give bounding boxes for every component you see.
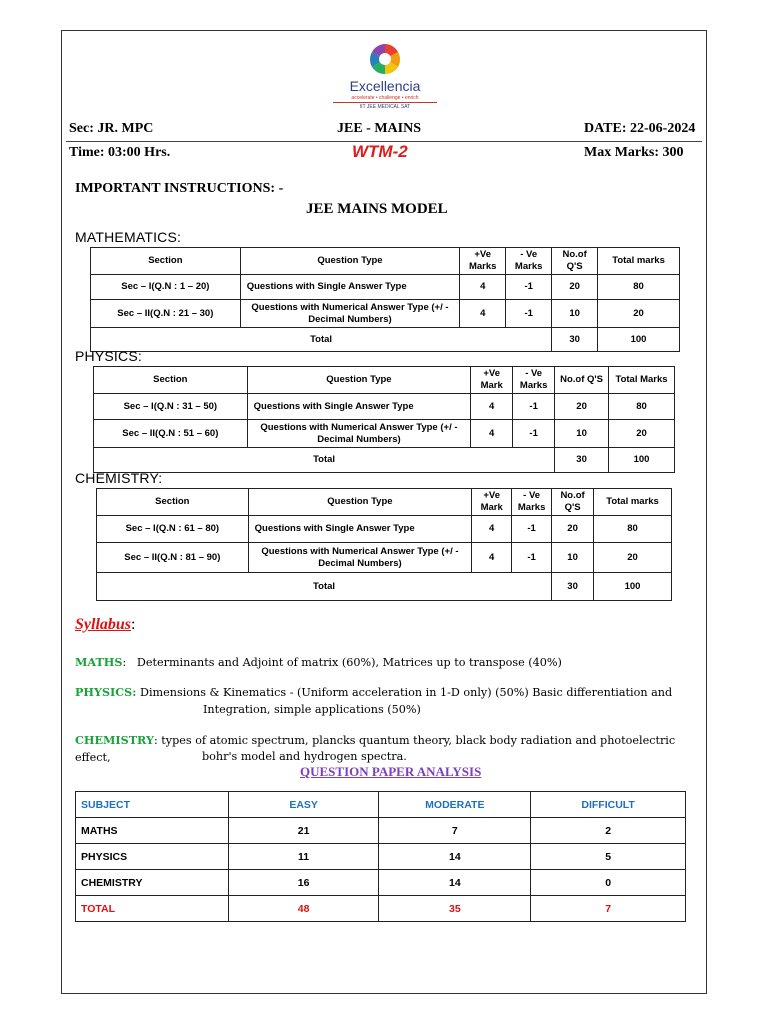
qtype-cell: Questions with Single Answer Type <box>248 516 472 543</box>
header-cell: Section <box>91 248 241 275</box>
total-cell: 100 <box>598 328 680 352</box>
header-cell: Total marks <box>594 489 672 516</box>
total-cell: 80 <box>609 394 675 420</box>
table-row <box>76 818 686 844</box>
mathematics-title: MATHEMATICS: <box>75 229 182 245</box>
section-cell: Sec – I(Q.N : 1 – 20) <box>91 275 241 300</box>
chemistry-key: CHEMISTRY <box>75 733 154 747</box>
subject-cell: PHYSICS <box>76 844 229 870</box>
subject-cell: CHEMISTRY <box>76 870 229 896</box>
max-marks-label: Max Marks: 300 <box>584 145 684 160</box>
logo-subline: IIT JEE MEDICAL SAT <box>333 102 437 110</box>
syllabus-physics <box>75 684 700 701</box>
table-total-row <box>76 896 686 922</box>
chemistry-title: CHEMISTRY: <box>75 470 163 486</box>
table-row <box>94 420 675 448</box>
table-row <box>97 516 672 543</box>
section-cell: Sec – II(Q.N : 21 – 30) <box>91 300 241 328</box>
physics-table <box>93 366 675 473</box>
table-row <box>76 844 686 870</box>
table-row <box>94 394 675 420</box>
qtype-cell: Questions with Numerical Answer Type (+/ - Decimal Numbers) <box>247 420 471 448</box>
header-cell: No.of Q'S <box>552 248 598 275</box>
table-header-row <box>76 792 686 818</box>
qtype-cell: Questions with Numerical Answer Type (+/ - Decimal Numbers) <box>248 543 472 573</box>
moderate-cell: 35 <box>379 896 531 922</box>
analysis-title: QUESTION PAPER ANALYSIS <box>300 764 482 779</box>
total-label-cell: Total <box>94 448 555 473</box>
physics-text-2: Integration, simple applications (50%) <box>203 703 421 716</box>
header-cell: Total Marks <box>609 367 675 394</box>
pos-cell: 4 <box>472 516 512 543</box>
noq-cell: 30 <box>552 328 598 352</box>
physics-text-1: Dimensions & Kinematics - (Uniform acceleration in 1-D only) (50%) Basic differentiation and <box>139 686 673 699</box>
section-label: Sec: JR. MPC <box>69 121 154 136</box>
neg-cell: -1 <box>506 300 552 328</box>
table-total-row <box>91 328 680 352</box>
difficult-cell: 2 <box>531 818 686 844</box>
header-cell: Question Type <box>240 248 460 275</box>
difficult-cell: 7 <box>531 896 686 922</box>
neg-cell: -1 <box>513 420 555 448</box>
pos-cell: 4 <box>460 300 506 328</box>
neg-cell: -1 <box>506 275 552 300</box>
table-row <box>91 300 680 328</box>
easy-cell: 21 <box>228 818 379 844</box>
moderate-cell: 14 <box>379 870 531 896</box>
header-cell: Total marks <box>598 248 680 275</box>
subject-cell: TOTAL <box>76 896 229 922</box>
header-cell: No.of Q'S <box>555 367 609 394</box>
table-total-row <box>97 573 672 601</box>
total-cell: 80 <box>598 275 680 300</box>
subject-cell: MATHS <box>76 818 229 844</box>
pos-cell: 4 <box>471 394 513 420</box>
excellencia-logo <box>333 40 437 110</box>
moderate-cell: 14 <box>379 844 531 870</box>
table-header-row <box>91 248 680 275</box>
total-label-cell: Total <box>91 328 552 352</box>
section-cell: Sec – I(Q.N : 31 – 50) <box>94 394 248 420</box>
header-cell: DIFFICULT <box>531 792 686 818</box>
mathematics-table <box>90 247 680 352</box>
table-row <box>91 275 680 300</box>
model-title: JEE MAINS MODEL <box>306 201 448 217</box>
total-cell: 100 <box>594 573 672 601</box>
header-cell: Section <box>94 367 248 394</box>
header-cell: Section <box>97 489 249 516</box>
total-cell: 20 <box>609 420 675 448</box>
header-cell: MODERATE <box>379 792 531 818</box>
section-cell: Sec – II(Q.N : 51 – 60) <box>94 420 248 448</box>
logo-tagline: accelerate • challenge • enrich <box>351 95 419 101</box>
chemistry-text-2: bohr's model and hydrogen spectra. <box>202 750 407 763</box>
syllabus-heading: Syllabus: <box>75 616 136 633</box>
neg-cell: -1 <box>512 516 552 543</box>
qtype-cell: Questions with Single Answer Type <box>240 275 460 300</box>
table-header-row <box>97 489 672 516</box>
maths-key: MATHS <box>75 655 123 669</box>
header-cell: +Ve Marks <box>460 248 506 275</box>
physics-key: PHYSICS: <box>75 685 137 699</box>
instructions-title: IMPORTANT INSTRUCTIONS: - <box>75 181 284 196</box>
neg-cell: -1 <box>512 543 552 573</box>
pos-cell: 4 <box>472 543 512 573</box>
difficult-cell: 0 <box>531 870 686 896</box>
noq-cell: 20 <box>552 275 598 300</box>
syllabus-title: Syllabus <box>75 616 132 633</box>
chemistry-table <box>96 488 672 601</box>
syllabus-chemistry: CHEMISTRY: types of atomic spectrum, plancks quantum theory, black body radiation and photoelectric effect, <box>75 733 676 764</box>
test-code: WTM-2 <box>352 142 408 161</box>
time-label: Time: 03:00 Hrs. <box>69 145 171 160</box>
easy-cell: 16 <box>228 870 379 896</box>
header-cell: +Ve Mark <box>471 367 513 394</box>
moderate-cell: 7 <box>379 818 531 844</box>
analysis-table <box>75 791 686 922</box>
date-label: DATE: 22-06-2024 <box>584 121 696 136</box>
total-cell: 20 <box>598 300 680 328</box>
table-header-row <box>94 367 675 394</box>
easy-cell: 48 <box>228 896 379 922</box>
maths-text: Determinants and Adjoint of matrix (60%), Matrices up to transpose (40%) <box>136 656 562 669</box>
noq-cell: 10 <box>552 300 598 328</box>
pos-cell: 4 <box>460 275 506 300</box>
header-cell: Question Type <box>248 489 472 516</box>
exam-label: JEE - MAINS <box>337 121 422 136</box>
section-cell: Sec – I(Q.N : 61 – 80) <box>97 516 249 543</box>
table-total-row <box>94 448 675 473</box>
header-cell: - Ve Marks <box>506 248 552 275</box>
difficult-cell: 5 <box>531 844 686 870</box>
total-label-cell: Total <box>97 573 552 601</box>
logo-name: Excellencia <box>349 78 421 94</box>
neg-cell: -1 <box>513 394 555 420</box>
noq-cell: 10 <box>552 543 594 573</box>
header-cell: EASY <box>228 792 379 818</box>
qtype-cell: Questions with Single Answer Type <box>247 394 471 420</box>
pos-cell: 4 <box>471 420 513 448</box>
noq-cell: 30 <box>552 573 594 601</box>
qtype-cell: Questions with Numerical Answer Type (+/ - Decimal Numbers) <box>240 300 460 328</box>
chemistry-text-1: types of atomic spectrum, plancks quantum theory, black body radiation and photoelectric effect, <box>75 734 676 764</box>
header-cell: - Ve Marks <box>512 489 552 516</box>
physics-title: PHYSICS: <box>75 348 142 364</box>
noq-cell: 20 <box>552 516 594 543</box>
total-cell: 80 <box>594 516 672 543</box>
logo-swirl-icon <box>333 40 437 80</box>
noq-cell: 10 <box>555 420 609 448</box>
table-row <box>97 543 672 573</box>
header-cell: Question Type <box>247 367 471 394</box>
header-cell: +Ve Mark <box>472 489 512 516</box>
noq-cell: 20 <box>555 394 609 420</box>
noq-cell: 30 <box>555 448 609 473</box>
syllabus-maths: MATHS: Determinants and Adjoint of matrix (60%), Matrices up to transpose (40%) <box>75 655 562 669</box>
header-cell: SUBJECT <box>76 792 229 818</box>
easy-cell: 11 <box>228 844 379 870</box>
header-cell: No.of Q'S <box>552 489 594 516</box>
total-cell: 100 <box>609 448 675 473</box>
table-row <box>76 870 686 896</box>
section-cell: Sec – II(Q.N : 81 – 90) <box>97 543 249 573</box>
header-cell: - Ve Marks <box>513 367 555 394</box>
total-cell: 20 <box>594 543 672 573</box>
